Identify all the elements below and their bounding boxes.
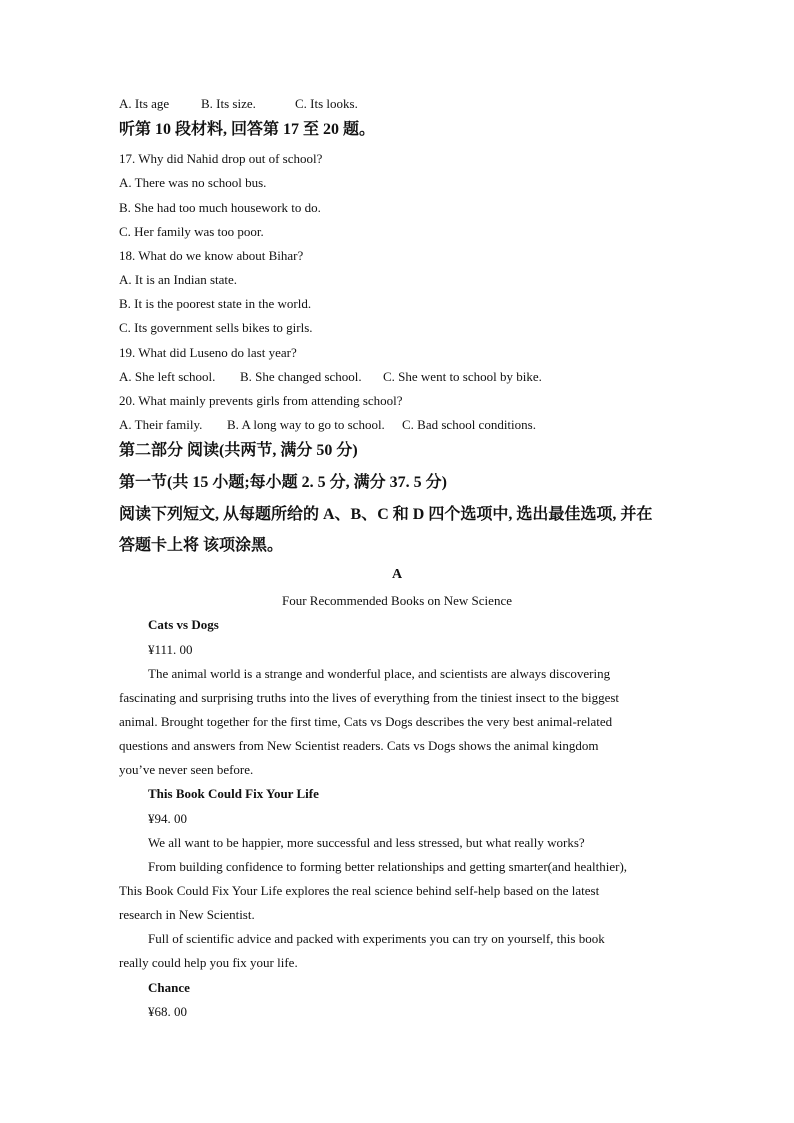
q20-options (119, 416, 679, 434)
q16-option-b: B. Its size. (201, 96, 256, 111)
book-1-line-1: The animal world is a strange and wonderful place, and scientists are always discovering (148, 666, 611, 681)
book-2-line-6: really could help you fix your life. (119, 955, 298, 970)
instructions-line-1: 阅读下列短文, 从每题所给的 A、B、C 和 D 四个选项中, 选出最佳选项, 并在 (119, 506, 653, 523)
book-1-title: Cats vs Dogs (148, 617, 219, 632)
q19-option-a: A. She left school. (119, 369, 216, 384)
book-1-line-3: animal. Brought together for the first time, Cats vs Dogs describes the very best animal-related (119, 714, 613, 729)
book-3-title: Chance (148, 980, 190, 995)
book-1-line-5: you’ve never seen before. (119, 762, 254, 777)
q18-option-c: C. Its government sells bikes to girls. (119, 320, 313, 335)
book-1-line-2: fascinating and surprising truths into the lives of everything from the tiniest insect to the biggest (119, 690, 620, 705)
q20-question: 20. What mainly prevents girls from attending school? (119, 393, 403, 408)
section10-heading: 听第 10 段材料, 回答第 17 至 20 题。 (119, 121, 376, 138)
q18-question: 18. What do we know about Bihar? (119, 248, 304, 263)
q20-option-a: A. Their family. (119, 417, 203, 432)
part2-heading: 第二部分 阅读(共两节, 满分 50 分) (119, 442, 358, 459)
q19-question: 19. What did Luseno do last year? (119, 345, 297, 360)
book-2-line-1: We all want to be happier, more successful and less stressed, but what really works? (148, 835, 585, 850)
q16-option-a: A. Its age (119, 96, 170, 111)
book-2-title: This Book Could Fix Your Life (148, 786, 319, 801)
book-2-price: ¥94. 00 (148, 811, 187, 826)
q17-option-a: A. There was no school bus. (119, 175, 267, 190)
q19-option-b: B. She changed school. (240, 369, 362, 384)
q17-option-b: B. She had too much housework to do. (119, 200, 321, 215)
q17-question: 17. Why did Nahid drop out of school? (119, 151, 323, 166)
q16-options (119, 95, 679, 113)
book-2-line-4: research in New Scientist. (119, 907, 255, 922)
q18-option-a: A. It is an Indian state. (119, 272, 238, 287)
q19-option-c: C. She went to school by bike. (383, 369, 542, 384)
q18-option-b: B. It is the poorest state in the world. (119, 296, 312, 311)
q17-option-c: C. Her family was too poor. (119, 224, 264, 239)
book-1-price: ¥111. 00 (148, 642, 193, 657)
book-2-line-2: From building confidence to forming better relationships and getting smarter(and healthier), (148, 859, 628, 874)
passage-letter: A (391, 567, 403, 582)
book-1-line-4: questions and answers from New Scientist readers. Cats vs Dogs shows the animal kingdom (119, 738, 599, 753)
book-3-price: ¥68. 00 (148, 1004, 187, 1019)
passage-title: Four Recommended Books on New Science (282, 593, 512, 608)
q16-option-c: C. Its looks. (295, 96, 358, 111)
section1-heading: 第一节(共 15 小题;每小题 2. 5 分, 满分 37. 5 分) (119, 474, 447, 491)
book-2-line-3: This Book Could Fix Your Life explores the real science behind self-help based on the latest (119, 883, 600, 898)
q20-option-b: B. A long way to go to school. (227, 417, 385, 432)
q20-option-c: C. Bad school conditions. (402, 417, 536, 432)
instructions-line-2: 答题卡上将 该项涂黑。 (119, 537, 284, 554)
book-2-line-5: Full of scientific advice and packed with experiments you can try on yourself, this book (148, 931, 605, 946)
q19-options (119, 368, 679, 386)
